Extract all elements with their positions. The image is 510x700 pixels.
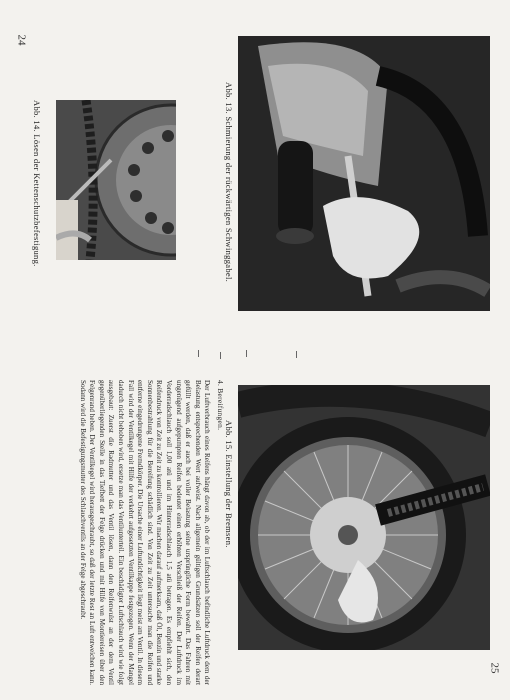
gutter-mark <box>246 350 247 357</box>
page-number-right: 25 <box>488 662 501 674</box>
gutter-mark <box>220 352 221 359</box>
figure-15-photo <box>238 385 490 650</box>
figure-13-photo <box>238 36 490 311</box>
section-text-column <box>40 380 225 685</box>
gutter-mark <box>296 351 297 358</box>
section-heading: 4. Bereifungen. <box>216 380 225 431</box>
figure-14-photo <box>56 100 176 260</box>
figure-14-caption: Abb. 14. Lösen der Kettenschutzbefestigung. <box>32 100 42 267</box>
figure-15-caption: Abb. 15. Einstellung der Bremsen. <box>224 420 234 548</box>
figure-13-caption: Abb. 13. Schmierung der rückwärtigen Schwinggabel. <box>224 82 234 283</box>
gutter-mark <box>198 350 199 357</box>
page-number-left: 24 <box>15 34 28 46</box>
section-body-text: Der Luftverbrauch eines Reifens hängt davon ab, ob der im Luftschlauch befindliche Luftdruck dem der Belastung entsprechenden Wert aufweist. Nach allgemein gültigen Grundsätzen soll der Reifen derart gefüllt werden, daß er auch bei voller Belastung seine ursprüngliche Form bewahrt. Das Fahren mit ungenügend aufgepumpten Reifen bedeutet einen erhöhten Verschleiß der Reifen. Der Luftdruck im Vorderradschlauch soll 1,00 atü und im Hinterradschlauch 1,5 atü betragen. Es empfiehlt sich, den Reifendruck von Zeit zu Zeit zu kontrollieren. Wir machen darauf aufmerksam, daß Öl, Benzin und starke Sonnenbestrahlung für die Bereifung schädlich sind. Von Zeit zu Zeit untersuche man die Reifen und entferne eingedrungene Fremdkörper. Die Ursache einer Luftundichtigkeit liegt meist am Ventil. In diesem Fall wird der Ventilkegel mit Hilfe der verkehrt aufgesetzten Ventilkappe festgezogen. Wenn der Mangel dadurch nicht behoben wird, ersetze man das Ventilunterteil. Ein beschädigter Luftschlauch wird wie folgt ausgebaut: Zuerst die Radmutter und das Ventil lösen, dann den Reifenwulst an der dem Ventil gegenüberliegenden Stelle in das Tiefbett der Felge drücken und mit Hilfe von Montiereisen über den Felgenrand heben. Der Ventilkegel wird herausgeschraubt, so daß der letzte Rest an Luft entweichen kann. Sodann wird die Befestigungsmutter des Schlauchventils an der Felge abgeschraubt. <box>78 380 212 685</box>
